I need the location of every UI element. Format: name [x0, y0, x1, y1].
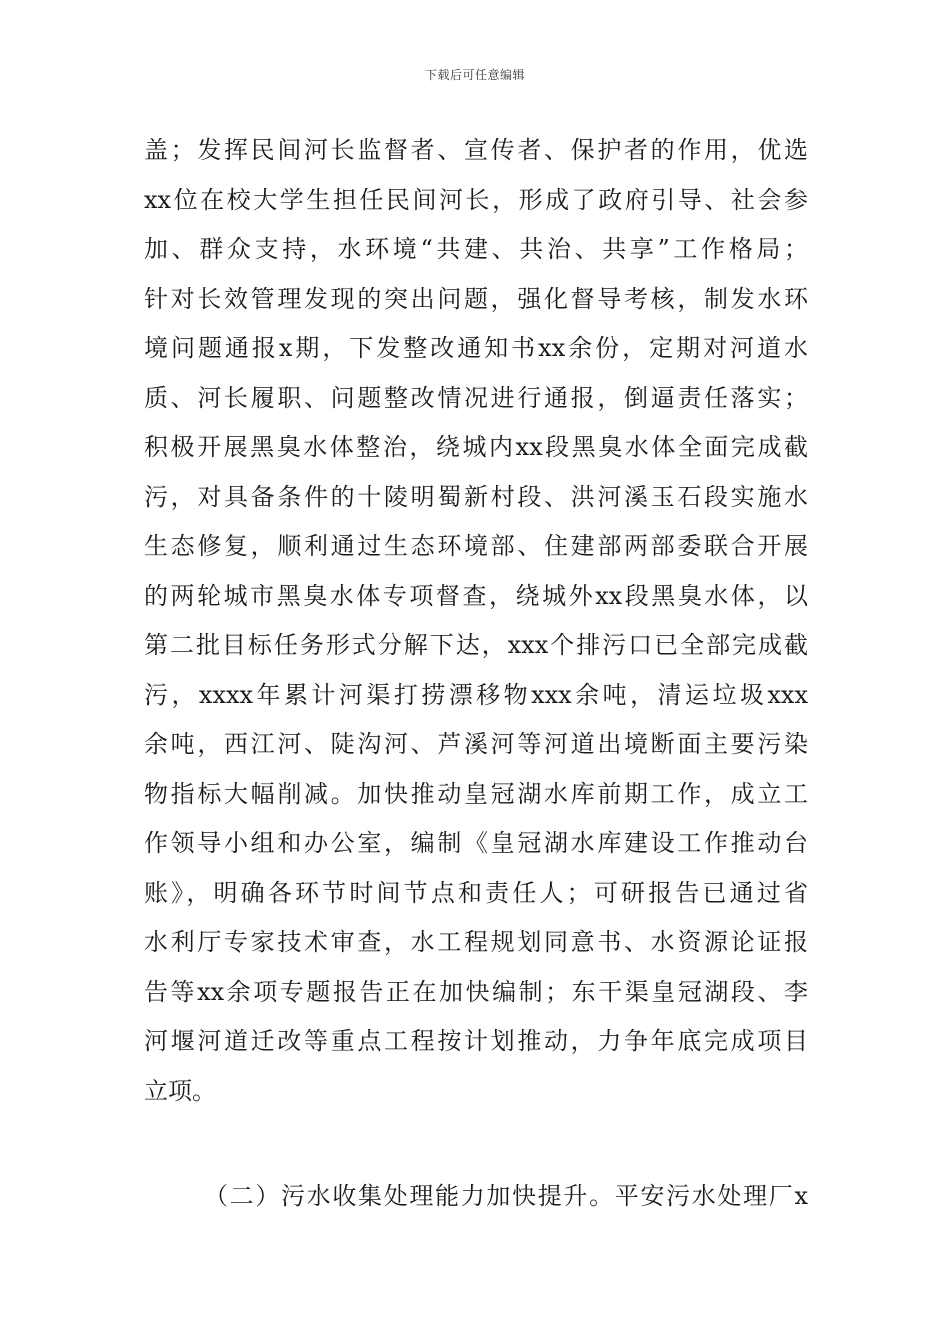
- text-line: 污，xxxx年累计河渠打捞漂移物xxx余吨，清运垃圾xxx: [144, 680, 808, 709]
- text-line: 作领导小组和办公室，编制《皇冠湖水库建设工作推动台: [144, 829, 808, 857]
- paragraph-2: [144, 1172, 808, 1222]
- text-line: 质、河长履职、问题整改情况进行通报，倒逼责任落实；: [144, 383, 808, 412]
- paragraph-1: [144, 126, 808, 1116]
- text-line: 污，对具备条件的十陵明蜀新村段、洪河溪玉石段实施水: [144, 482, 808, 511]
- text-line: 告等xx余项专题报告正在加快编制；东干渠皇冠湖段、李: [144, 977, 808, 1006]
- text-line: 加、群众支持，水环境“共建、共治、共享”工作格局；: [144, 235, 808, 263]
- text-line: 物指标大幅削减。加快推动皇冠湖水库前期工作，成立工: [144, 779, 808, 808]
- text-line: 立项。: [144, 1076, 216, 1105]
- text-line: 余吨，西江河、陡沟河、芦溪河等河道出境断面主要污染: [144, 730, 808, 758]
- page-header: 下载后可任意编辑: [424, 68, 525, 82]
- text-line: 盖；发挥民间河长监督者、宣传者、保护者的作用，优选: [144, 136, 808, 164]
- text-line: 的两轮城市黑臭水体专项督查，绕城外xx段黑臭水体，以: [144, 581, 808, 610]
- text-line: xx位在校大学生担任民间河长，形成了政府引导、社会参: [144, 185, 808, 214]
- text-line: 生态修复，顺利通过生态环境部、住建部两部委联合开展: [144, 532, 808, 560]
- text-line: 账》，明确各环节时间节点和责任人；可研报告已通过省: [144, 878, 808, 907]
- text-line: 境问题通报x期，下发整改通知书xx余份，定期对河道水: [144, 334, 808, 362]
- text-line: 第二批目标任务形式分解下达，xxx个排污口已全部完成截: [144, 631, 808, 659]
- text-line: 积极开展黑臭水体整治，绕城内xx段黑臭水体全面完成截: [144, 433, 808, 461]
- section-heading-line: （二）污水收集处理能力加快提升。平安污水处理厂x: [204, 1182, 808, 1210]
- text-line: 水利厅专家技术审查，水工程规划同意书、水资源论证报: [144, 928, 808, 956]
- text-line: 河堰河道迁改等重点工程按计划推动，力争年底完成项目: [144, 1027, 808, 1055]
- text-line: 针对长效管理发现的突出问题，强化督导考核，制发水环: [144, 284, 808, 313]
